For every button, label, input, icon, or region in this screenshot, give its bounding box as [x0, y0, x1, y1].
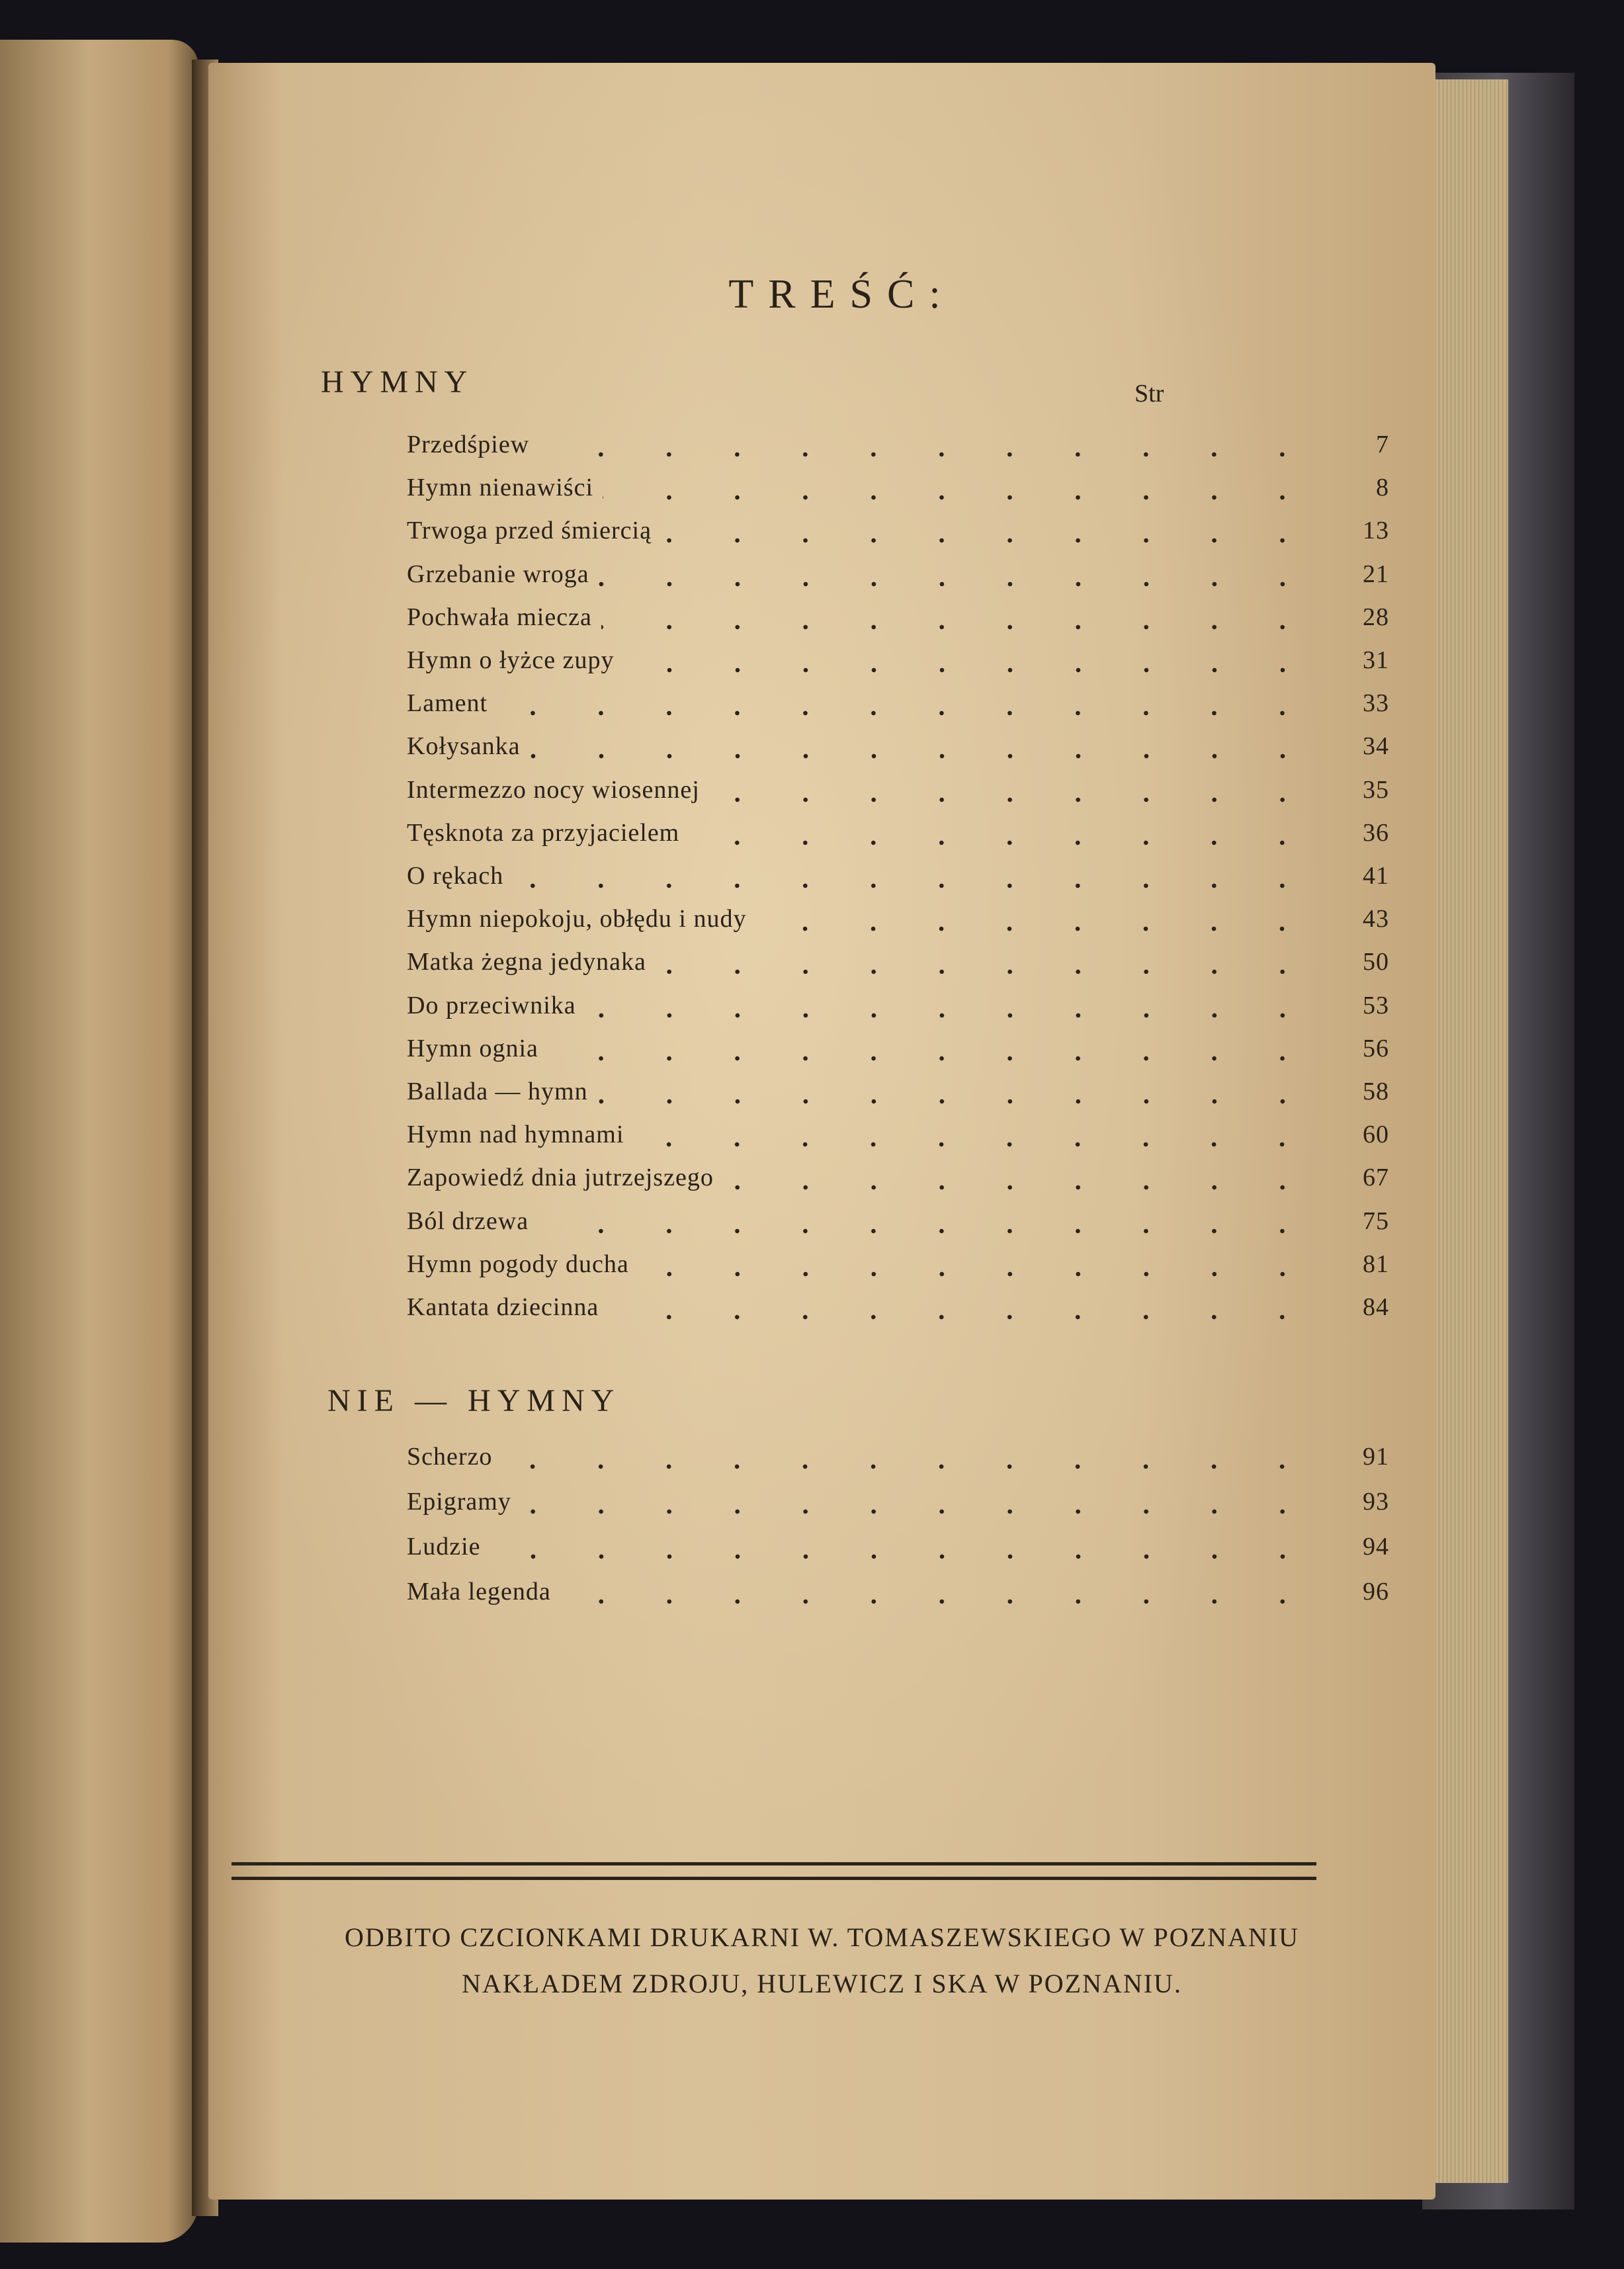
- toc-entry-title: Hymn o łyżce zupy: [407, 646, 615, 674]
- toc-entry-page: 84: [1363, 1293, 1389, 1321]
- toc-entry-title: Lament: [407, 689, 488, 718]
- toc-entry: [407, 1077, 1389, 1117]
- toc-entry-page: 81: [1363, 1250, 1389, 1278]
- toc-entry: [407, 473, 1389, 513]
- toc-entry-title: O rękach: [407, 862, 504, 890]
- dot-leader: [709, 796, 1316, 803]
- toc-entry: [407, 560, 1389, 599]
- toc-entry: [407, 991, 1389, 1031]
- dot-leader: [548, 1055, 1316, 1062]
- toc-entry-title: Hymn nad hymnami: [407, 1121, 624, 1149]
- toc-entry-title: Grzebanie wroga: [407, 560, 589, 588]
- toc-entry-page: 31: [1363, 646, 1389, 674]
- dot-leader: [601, 624, 1316, 630]
- toc-entry: [407, 947, 1389, 987]
- toc-entry-page: 43: [1363, 905, 1389, 933]
- toc-entry: [407, 1207, 1389, 1246]
- toc-entry-title: Hymn pogody ducha: [407, 1250, 629, 1278]
- section-heading-hymny: HYMNY: [321, 364, 474, 400]
- toc-entry: [407, 646, 1389, 685]
- toc-entry: [407, 1532, 1389, 1572]
- colophon-line-1: ODBITO CZCIONKAMI DRUKARNI W. TOMASZEWSKIEGO W POZNANIU: [345, 1922, 1299, 1952]
- toc-entry-page: 56: [1363, 1034, 1389, 1062]
- toc-entry-title: Ballada — hymn: [407, 1078, 588, 1105]
- toc-entry-page: 36: [1363, 818, 1389, 847]
- toc-entry: [407, 1163, 1389, 1203]
- toc-entry-page: 41: [1363, 862, 1389, 890]
- toc-entry: [407, 1120, 1389, 1160]
- toc-entry: [407, 1487, 1389, 1527]
- toc-entry-title: Ból drzewa: [407, 1207, 529, 1235]
- toc-entry-title: Kantata dziecinna: [407, 1293, 599, 1321]
- left-page: [0, 40, 198, 2243]
- dot-leader: [530, 753, 1316, 759]
- toc-entry-title: Matka żegna jedynaka: [407, 948, 646, 976]
- dot-leader: [560, 1598, 1316, 1605]
- toc-entry-page: 21: [1363, 560, 1389, 588]
- toc-entry-title: Trwoga przed śmiercią: [407, 517, 652, 545]
- toc-entry: [407, 1250, 1389, 1289]
- contents-page: [208, 63, 1435, 2200]
- toc-entry: [407, 430, 1389, 470]
- toc-entry-title: Przedśpiew: [407, 431, 530, 458]
- toc-entry-page: 75: [1363, 1207, 1389, 1235]
- dot-leader: [603, 494, 1316, 501]
- toc-entry: [407, 1293, 1389, 1332]
- dot-leader: [624, 667, 1316, 673]
- dot-leader: [723, 1184, 1316, 1191]
- toc-entry-title: Mała legenda: [407, 1578, 551, 1605]
- dot-leader: [490, 1553, 1316, 1560]
- toc-entry-page: 58: [1363, 1078, 1389, 1105]
- toc-entry: [407, 1442, 1389, 1482]
- dot-leader: [501, 1463, 1316, 1470]
- colophon-line-2: NAKŁADEM ZDROJU, HULEWICZ I SKA W POZNANIU.: [462, 1969, 1182, 1998]
- toc-entry: [407, 732, 1389, 771]
- dot-leader: [608, 1314, 1316, 1320]
- toc-entry-title: Kołysanka: [407, 732, 521, 761]
- toc-entry-title: Hymn nienawiści: [407, 474, 594, 502]
- toc-entry: [407, 516, 1389, 556]
- toc-entry-page: 34: [1363, 732, 1389, 761]
- dot-leader: [513, 882, 1316, 889]
- dot-leader: [599, 581, 1316, 587]
- toc-entry-page: 60: [1363, 1121, 1389, 1149]
- dot-leader: [521, 1508, 1316, 1515]
- toc-entry-page: 94: [1363, 1533, 1389, 1561]
- toc-entry-title: Scherzo: [407, 1443, 493, 1471]
- dot-leader: [638, 1271, 1316, 1277]
- divider-rule-top: [232, 1862, 1316, 1865]
- dot-leader: [497, 710, 1316, 716]
- dot-leader: [656, 968, 1316, 975]
- toc-entry-title: Zapowiedź dnia jutrzejszego: [407, 1164, 714, 1192]
- toc-entry-page: 53: [1363, 991, 1389, 1019]
- toc-entry: [407, 689, 1389, 728]
- dot-leader: [661, 537, 1316, 544]
- toc-entry-page: 7: [1376, 431, 1389, 458]
- divider-rule-bottom: [232, 1877, 1316, 1880]
- toc-entry-title: Tęsknota za przyjacielem: [407, 818, 680, 847]
- toc-entry-title: Epigramy: [407, 1488, 511, 1516]
- toc-entry: [407, 818, 1389, 858]
- toc-entry: [407, 861, 1389, 901]
- toc-entry-title: Do przeciwnika: [407, 991, 576, 1019]
- page-title: TREŚĆ:: [728, 272, 955, 317]
- toc-entry-title: Hymn ognia: [407, 1034, 538, 1062]
- toc-entry: [407, 603, 1389, 642]
- toc-entry-page: 96: [1363, 1578, 1389, 1605]
- page-column-label: Str: [1134, 380, 1164, 407]
- toc-entry: [407, 775, 1389, 815]
- dot-leader: [597, 1098, 1316, 1105]
- toc-entry-title: Intermezzo nocy wiosennej: [407, 775, 700, 804]
- toc-entry-page: 13: [1363, 517, 1389, 545]
- dot-leader: [538, 451, 1316, 458]
- toc-entry-page: 91: [1363, 1443, 1389, 1471]
- toc-entry-page: 67: [1363, 1164, 1389, 1192]
- toc-entry-page: 35: [1363, 775, 1389, 804]
- dot-leader: [538, 1228, 1316, 1234]
- toc-entry: [407, 1034, 1389, 1074]
- toc-entry: [407, 904, 1389, 944]
- toc-entry-page: 28: [1363, 603, 1389, 631]
- toc-entry-title: Ludzie: [407, 1533, 481, 1561]
- toc-entry-title: Hymn niepokoju, obłędu i nudy: [407, 905, 747, 933]
- dot-leader: [633, 1141, 1316, 1148]
- toc-entry-page: 93: [1363, 1488, 1389, 1516]
- toc-entry-page: 33: [1363, 689, 1389, 718]
- dot-leader: [585, 1012, 1316, 1019]
- toc-entry: [407, 1577, 1389, 1617]
- toc-entry-page: 50: [1363, 948, 1389, 976]
- toc-entry-page: 8: [1376, 474, 1389, 502]
- toc-entry-title: Pochwała miecza: [407, 603, 592, 631]
- section-heading-nie-hymny: NIE — HYMNY: [327, 1383, 621, 1418]
- dot-leader: [689, 839, 1316, 846]
- dot-leader: [755, 925, 1316, 932]
